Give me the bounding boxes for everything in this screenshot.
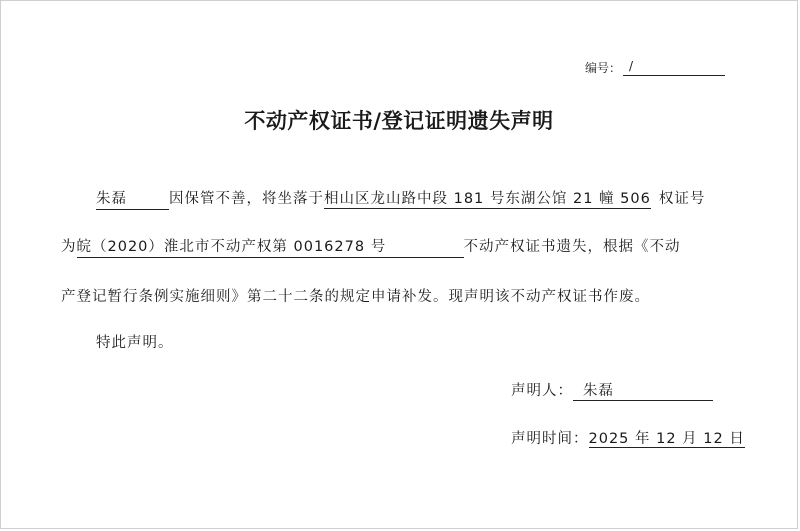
signer-line — [511, 379, 713, 401]
paragraph-line-1 — [61, 187, 705, 210]
property-address: 相山区龙山路中段 181 号东湖公馆 21 幢 506 — [324, 191, 651, 207]
closing-statement: 特此声明。 — [96, 335, 174, 351]
body-text-3: 为 — [61, 239, 77, 255]
date-label: 声明时间： — [511, 431, 589, 447]
document-title: 不动产权证书/登记证明遗失声明 — [244, 109, 554, 133]
body-text-2: 权证号 — [658, 191, 706, 207]
document-number-value: / — [623, 59, 725, 76]
declaration-date-line — [511, 427, 745, 448]
declaration-date: 2025 年 12 月 12 日 — [588, 431, 745, 447]
document-number — [585, 59, 725, 76]
document-number-label: 编号： — [584, 61, 621, 75]
paragraph-line-3: 产登记暂行条例实施细则》第二十二条的规定申请补发。现声明该不动产权证书作废。 — [61, 289, 650, 305]
signer-name: 朱磊 — [573, 379, 713, 401]
paragraph-line-2 — [61, 235, 681, 258]
signer-label: 声明人： — [511, 383, 573, 399]
paragraph-line-4 — [61, 331, 174, 352]
certificate-number: 皖（2020）淮北市不动产权第 0016278 号 — [77, 235, 464, 258]
declarant-name: 朱磊 — [96, 187, 169, 210]
body-text-4: 不动产权证书遗失，根据《不动 — [463, 239, 681, 255]
body-text-1: 因保管不善，将坐落于 — [169, 191, 324, 207]
